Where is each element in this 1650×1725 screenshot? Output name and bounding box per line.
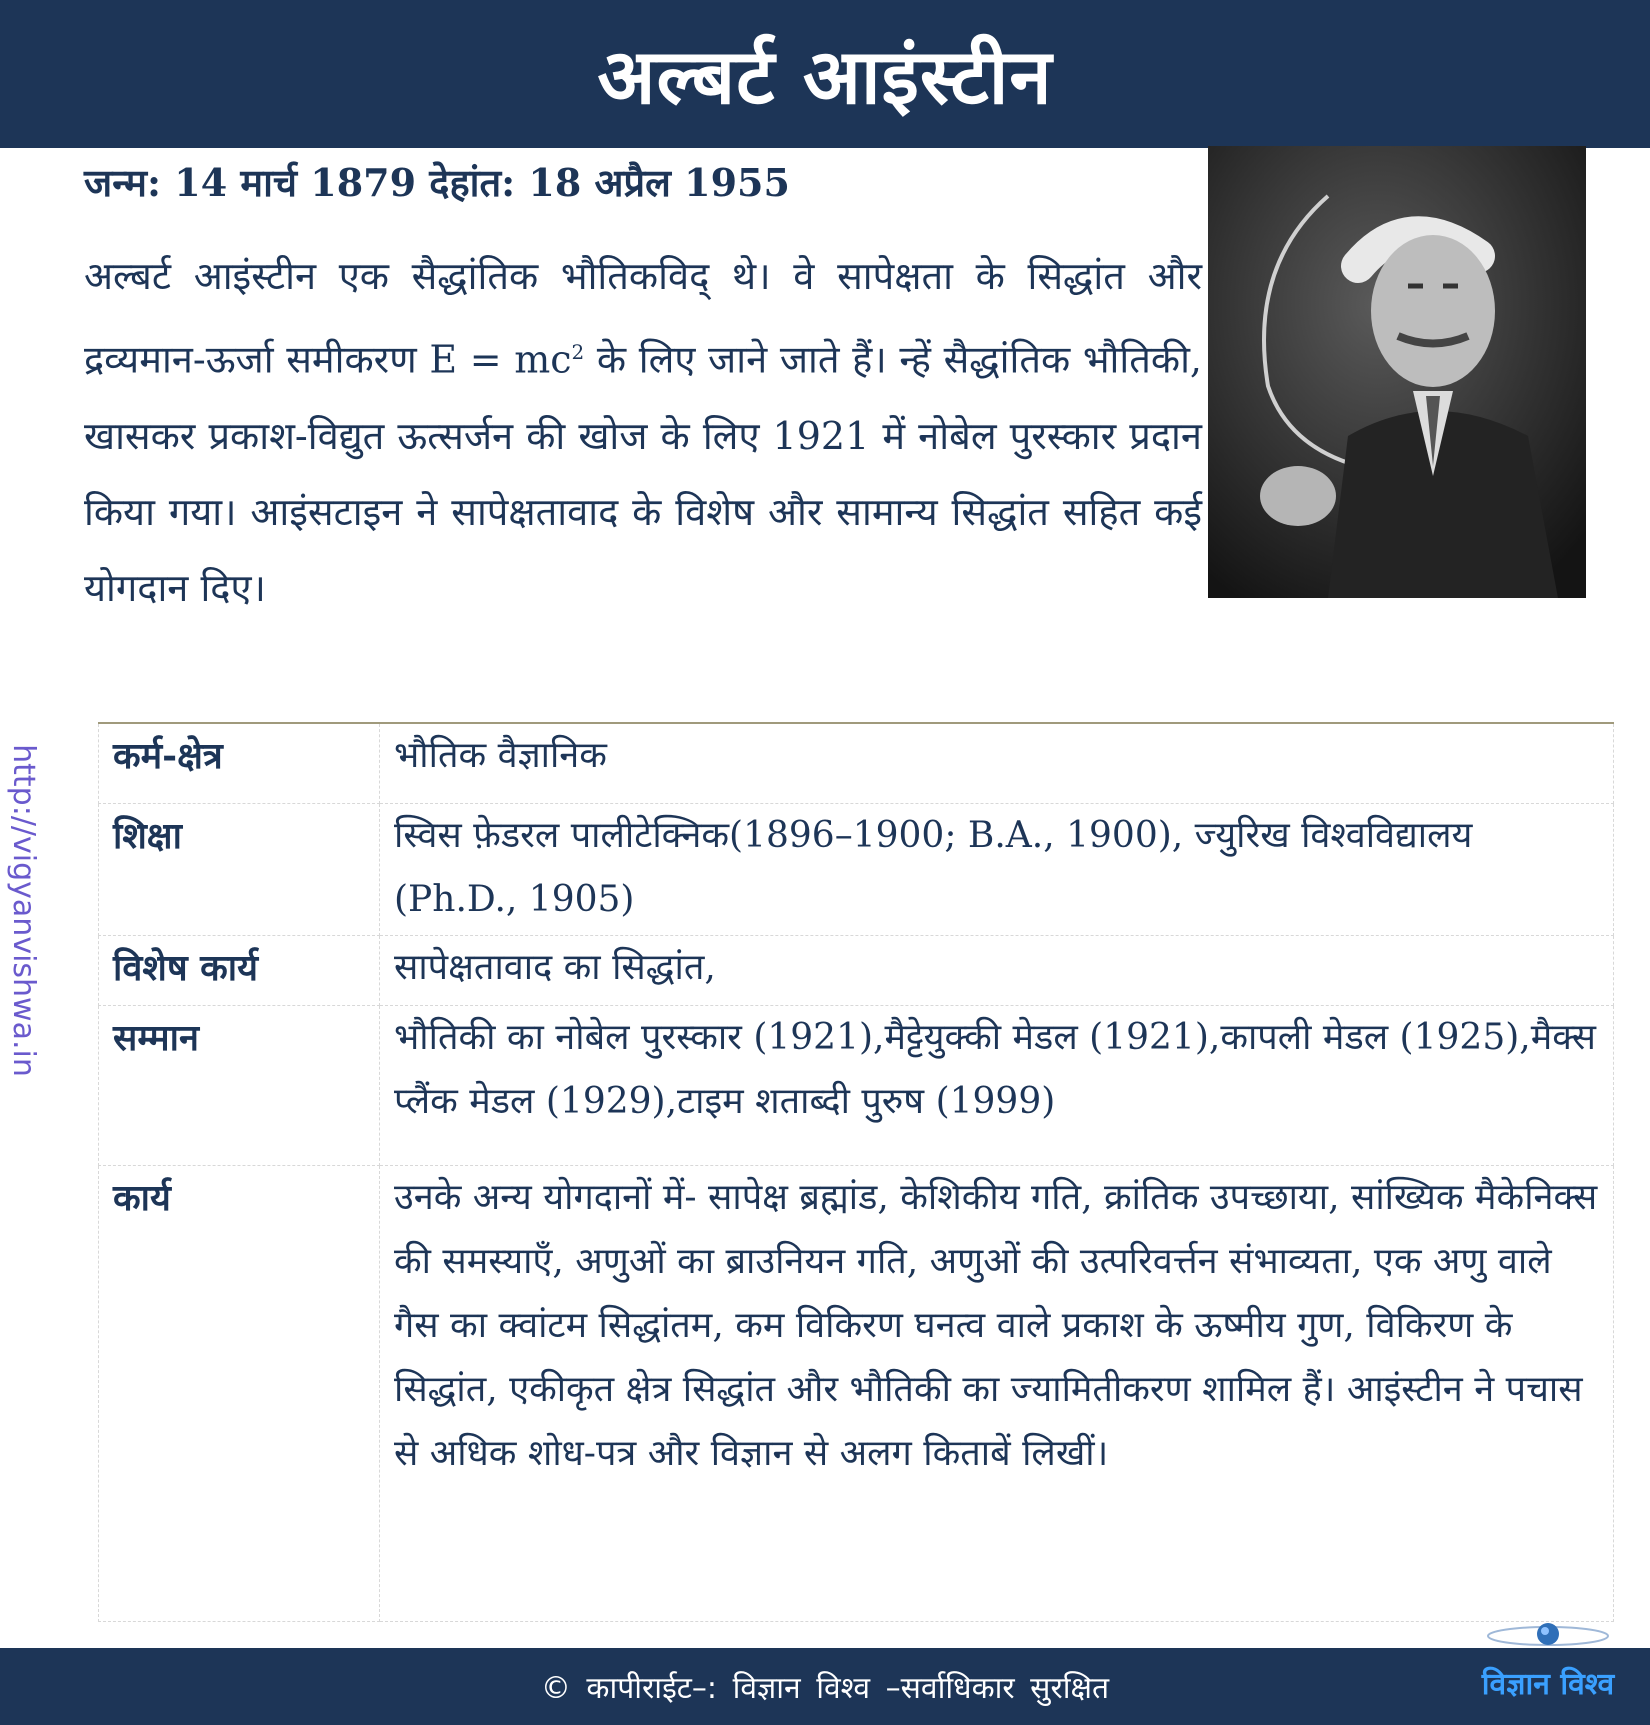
row-label: विशेष कार्य [99, 935, 380, 1005]
side-url-text[interactable]: http://vigyanvishwa.in [5, 743, 41, 1077]
copyright-text: © कापीराईट–: विज्ञान विश्व –सर्वाधिकार सुरक्षित [540, 1671, 1110, 1706]
table-row [99, 1005, 1614, 1165]
intro-text-part1: अल्बर्ट आइंस्टीन एक सैद्धांतिक भौतिकविद् थे। वे सापेक्षता के सिद्धांत और द्रव्यमान-ऊर्जा समीकरण E = mc [84, 254, 1202, 382]
intro-superscript: 2 [571, 340, 585, 364]
row-label: शिक्षा [99, 803, 380, 935]
row-value: स्विस फ़ेडरल पालीटेक्निक(1896–1900; B.A., 1900), ज्युरिख विश्वविद्यालय (Ph.D., 1905) [380, 803, 1614, 935]
atom-icon [1483, 1616, 1613, 1656]
portrait-illustration [1208, 146, 1586, 598]
table-row [99, 1165, 1614, 1621]
header-banner [0, 0, 1650, 148]
table-row [99, 935, 1614, 1005]
page-title: अल्बर्ट आइंस्टीन [597, 31, 1053, 121]
birth-death-dates: जन्म: 14 मार्च 1879 देहांत: 18 अप्रैल 1955 [84, 160, 790, 205]
side-website-link[interactable] [0, 700, 46, 1120]
footer-bar [0, 1648, 1650, 1725]
info-table [98, 722, 1614, 1622]
row-value: भौतिक वैज्ञानिक [380, 723, 1614, 803]
row-label: कार्य [99, 1165, 380, 1621]
site-logo[interactable] [1458, 1616, 1638, 1716]
row-label: कर्म-क्षेत्र [99, 723, 380, 803]
intro-paragraph [84, 238, 1202, 626]
row-value: भौतिकी का नोबेल पुरस्कार (1921),मैट्टेयुक्की मेडल (1921),कापली मेडल (1925),मैक्स प्लैंक मेडल (1929),टाइम शताब्दी पुरुष (1999) [380, 1005, 1614, 1165]
table-row [99, 803, 1614, 935]
row-label: सम्मान [99, 1005, 380, 1165]
logo-text: विज्ञान विश्व [1481, 1667, 1615, 1702]
intro-text-part2: के लिए जाने जाते हैं। न्हें सैद्धांतिक भौतिकी, खासकर प्रकाश-विद्युत ऊत्सर्जन की खोज के लिए 1921 में नोबेल पुरस्कार प्रदान किया गया। आइंसटाइन ने सापेक्षतावाद के विशेष और सामान्य सिद्धांत सहित कई योगदान दिए। [84, 337, 1202, 610]
row-value: उनके अन्य योगदानों में- सापेक्ष ब्रह्मांड, केशिकीय गति, क्रांतिक उपच्छाया, सांख्यिक मैकेनिक्स की समस्याएँ, अणुओं का ब्राउनियन गति, अणुओं की उत्परिवर्त्तन संभाव्यता, एक अणु वाले गैस का क्वांटम सिद्धांतम, कम विकिरण घनत्व वाले प्रकाश के ऊष्मीय गुण, विकिरण के सिद्धांत, एकीकृत क्षेत्र सिद्धांत और भौतिकी का ज्यामितीकरण शामिल हैं। आइंस्टीन ने पचास से अधिक शोध-पत्र और विज्ञान से अलग किताबें लिखीं। [380, 1165, 1614, 1621]
table-row [99, 723, 1614, 803]
row-value: सापेक्षतावाद का सिद्धांत, [380, 935, 1614, 1005]
portrait-photo [1208, 146, 1586, 598]
